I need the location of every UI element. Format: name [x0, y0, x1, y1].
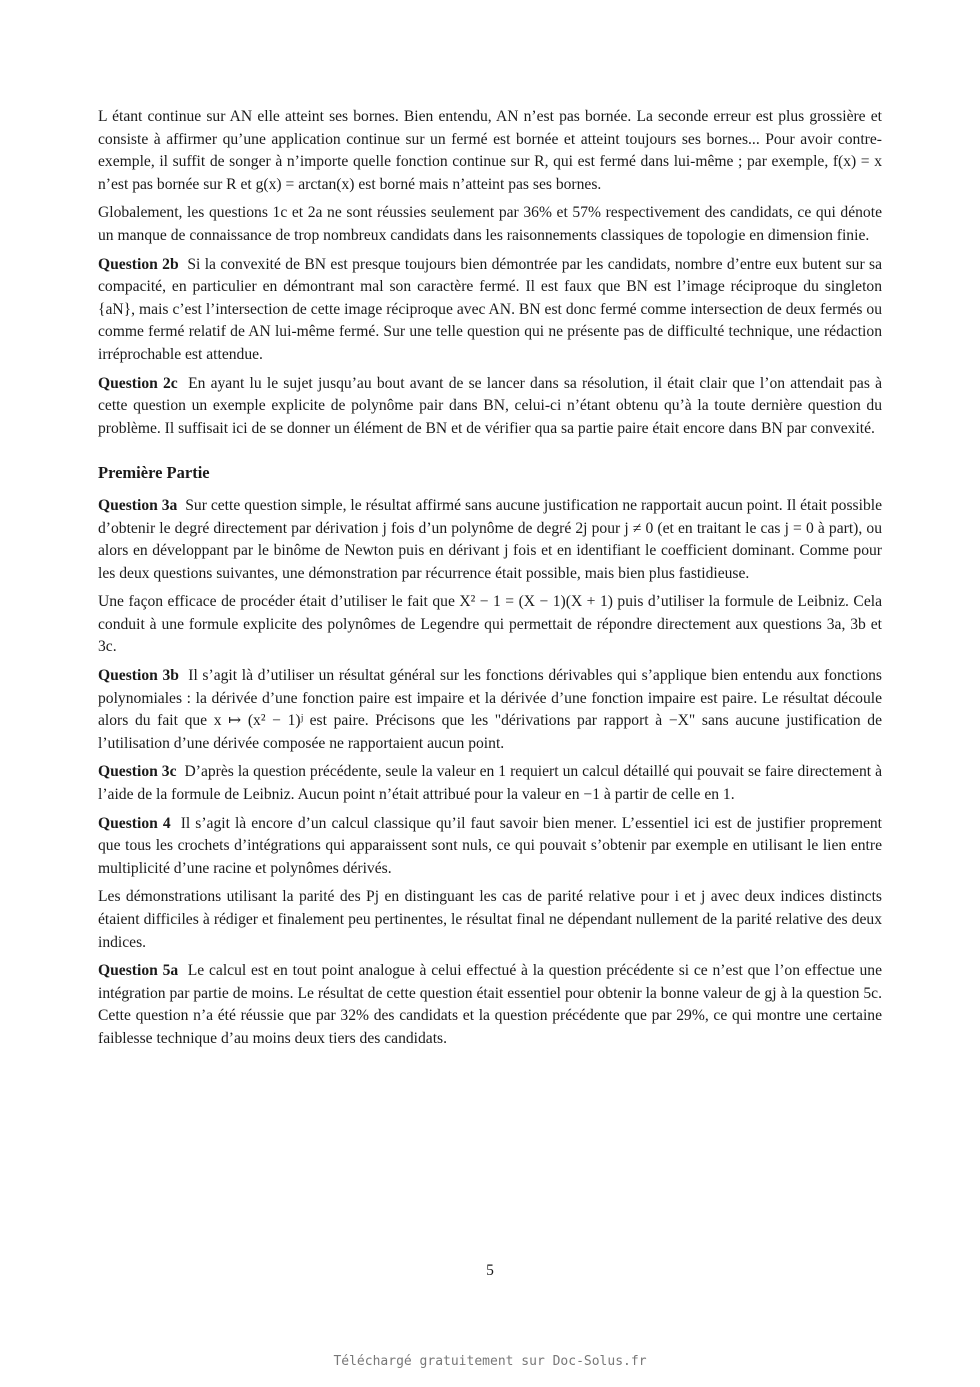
question-label: Question 4	[98, 814, 171, 832]
question-text: Sur cette question simple, le résultat affirmé sans aucune justification ne rapportait aucun point. Il était possible d’obtenir le degré directement par dérivation j fois d’un polynôme de degré 2j pour j ≠ 0 (et en traitant le cas j = 0 à part), ou alors en développant par le binôme de Newton puis en dérivant j fois et en identifiant le coefficient dominant. Comme pour les deux questions suivantes, une démonstration par récurrence était possible, mais bien plus fastidieuse.	[98, 496, 882, 582]
question-text: En ayant lu le sujet jusqu’au bout avant de se lancer dans sa résolution, il était clair que l’on attendait pas à cette question un exemple explicite de polynôme pair dans BN, celui-ci n’étant obtenu qu’à la toute dernière question du problème. Il suffisait ici de se donner un élément de BN et de vérifier qua sa partie paire était encore dans BN par convexité.	[98, 374, 883, 437]
question-2b	[98, 254, 882, 367]
question-text: Il s’agit là encore d’un calcul classique qu’il faut savoir bien mener. L’essentiel ici est de justifier proprement que tous les crochets d’intégrations qui apparaissent sont nuls, ce qui pouvait s’obtenir par exemple en utilisant le lien entre multiplicité d’une racine et polynômes dérivés.	[98, 814, 883, 877]
paragraph-bounds: L étant continue sur AN elle atteint ses bornes. Bien entendu, AN n’est pas bornée. La seconde erreur est plus grossière et consiste à affirmer qu’une application continue sur un fermé est bornée et atteint toujours ses bornes... Pour avoir contre-exemple, il suffit de songer à n’importe quelle fonction continue sur R, qui est fermé dans lui-même ; par exemple, f(x) = x n’est pas bornée sur R et g(x) = arctan(x) est borné mais n’atteint pas ses bornes.	[98, 108, 882, 193]
question-text: Si la convexité de BN est presque toujours bien démontrée par les candidats, nombre d’entre eux butent sur sa compacité, en particulier en démontrant mal son caractère fermé. Il est faux que BN est l’image réciproque du singleton {aN}, mais c’est l’intersection de cette image réciproque avec AN. BN est donc fermé comme intersection de deux fermés ou comme fermé relatif de AN lui-même fermé. Sur une telle question qui ne présente pas de difficulté technique, une rédaction irréprochable est attendue.	[98, 255, 882, 363]
question-text: Le calcul est en tout point analogue à celui effectué à la question précédente si ce n’est que l’on effectue une intégration par partie de moins. Le résultat de cette question était essentiel pour obtenir la bonne valeur de gj à la question 5c. Cette question n’a été réussie que par 32% des candidats et la question précédente que par 29%, ce qui montre une certaine faiblesse technique d’au moins deux tiers des candidats.	[98, 962, 883, 1047]
paragraph-parity: Les démonstrations utilisant la parité des Pj en distinguant les cas de parité relative pour i et j avec deux indices distincts étaient difficiles à rédiger et finalement peu pertinentes, le résultat final ne dépendant nullement de la parité relative des deux indices.	[98, 888, 882, 951]
footer-credit: Téléchargé gratuitement sur Doc-Solus.fr	[333, 1354, 647, 1369]
question-label: Question 5a	[98, 962, 179, 980]
paragraph-leibniz: Une façon efficace de procéder était d’utiliser le fait que X² − 1 = (X − 1)(X + 1) puis d’utiliser la formule de Leibniz. Cela conduit à une formule explicite des polynômes de Legendre qui permettait de répondre directement aux questions 3a, 3b et 3c.	[98, 593, 882, 656]
question-2c	[98, 373, 882, 441]
question-label: Question 2c	[98, 374, 178, 392]
question-3a	[98, 495, 882, 585]
document-body	[98, 106, 882, 1057]
question-3c	[98, 761, 882, 806]
section-title: Première Partie	[98, 463, 210, 483]
question-5a	[98, 960, 882, 1050]
question-label: Question 3c	[98, 763, 177, 781]
question-label: Question 3a	[98, 496, 178, 514]
question-label: Question 2b	[98, 255, 179, 273]
question-text: D’après la question précédente, seule la valeur en 1 requiert un calcul détaillé qui pouvait se faire directement à l’aide de la formule de Leibniz. Aucun point n’était attribué pour la valeur en −1 à partir de celle en 1.	[98, 763, 883, 804]
question-4	[98, 813, 882, 881]
page-number: 5	[486, 1262, 494, 1279]
paragraph-summary: Globalement, les questions 1c et 2a ne sont réussies seulement par 36% et 57% respectivement des candidats, ce qui dénote un manque de connaissance de trop nombreux candidats dans les raisonnements classiques de topologie en dimension finie.	[98, 204, 882, 244]
question-label: Question 3b	[98, 667, 179, 685]
question-text: Il s’agit là d’utiliser un résultat général sur les fonctions dérivables qui s’applique bien entendu aux fonctions polynomiales : la dérivée d’une fonction paire est impaire et la dérivée d’une fonction impaire est paire. Le résultat découle alors du fait que x ↦ (x² − 1)ʲ est paire. Précisons que les "dérivations par rapport à −X" sans aucune justification de l’utilisation d’une dérivée composée ne rapportaient aucun point.	[98, 667, 883, 752]
question-3b	[98, 665, 882, 755]
